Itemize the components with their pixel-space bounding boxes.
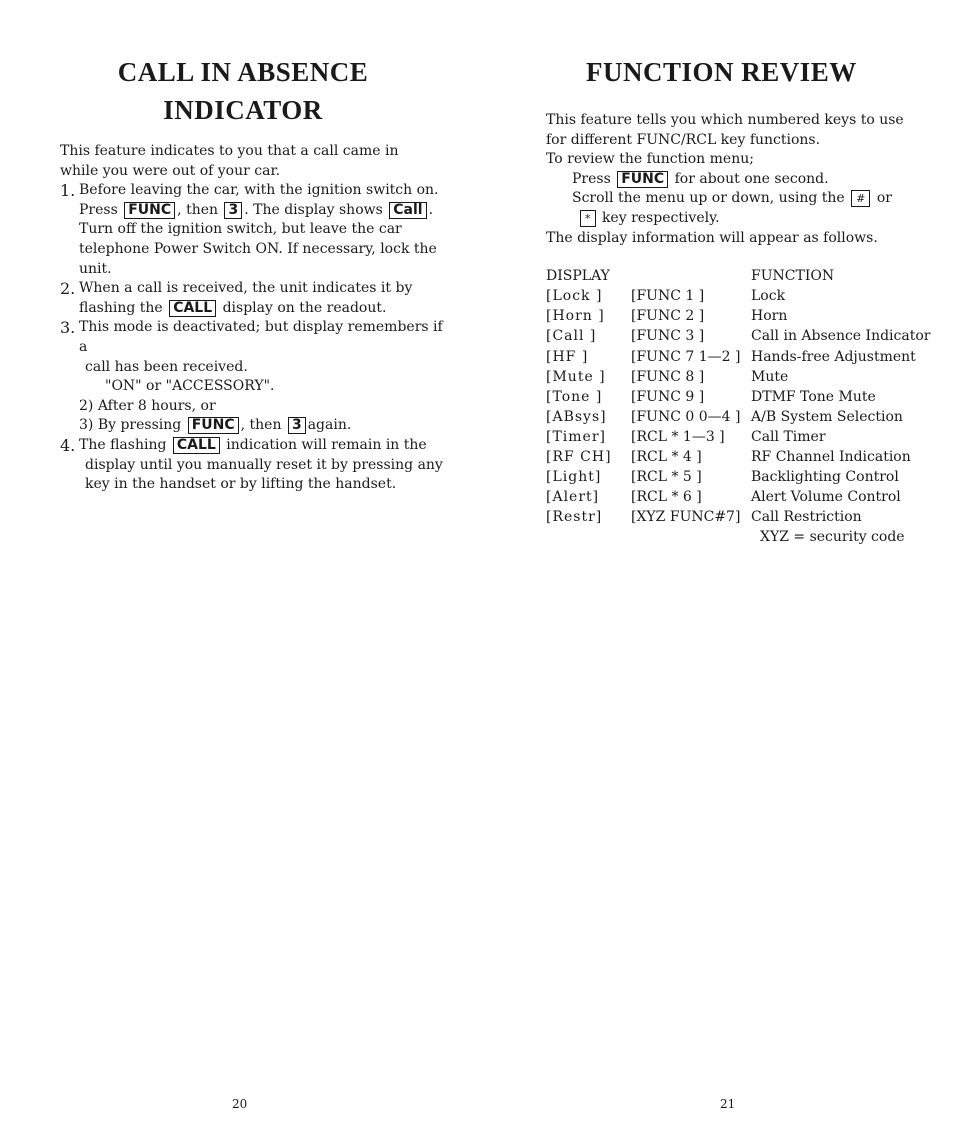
by-pressing-text: 3) By pressing <box>79 417 182 434</box>
step-2-line-2 <box>79 299 412 319</box>
function-cell: DTMF Tone Mute <box>751 388 876 405</box>
or-text: or <box>876 190 892 207</box>
display-cell: [RF CH] <box>546 449 612 465</box>
flashing-the-text: flashing the <box>79 299 163 316</box>
step-1-line-5: unit. <box>79 260 112 277</box>
review-line: To review the function menu; <box>546 151 754 168</box>
function-cell: Backlighting Control <box>751 469 899 486</box>
respectively-text: key respectively. <box>601 209 720 226</box>
keys-cell: [RCL * 4 ] <box>631 449 702 465</box>
hash-key: # <box>851 190 870 207</box>
table-row <box>546 326 931 346</box>
scroll-line <box>546 189 946 209</box>
display-cell: [ABsys] <box>546 408 607 425</box>
table-row <box>546 347 931 367</box>
keys-cell: [FUNC 7 1—2 ] <box>631 348 741 365</box>
step-3-sub-2: 2) After 8 hours, or <box>79 397 216 414</box>
step-3-line-2: call has been received. <box>85 358 248 375</box>
step-4-line-3: key in the handset or by lifting the handset. <box>85 476 397 493</box>
keys-cell: [FUNC 3 ] <box>631 328 705 345</box>
function-rows <box>546 286 931 527</box>
func-key: FUNC <box>188 417 239 434</box>
page-number-left: 20 <box>232 1097 248 1111</box>
again-text: again. <box>307 417 352 434</box>
display-cell: [Restr] <box>546 509 603 526</box>
right-body <box>546 111 946 547</box>
step-3-sub-1: "ON" or "ACCESSORY". <box>105 378 275 395</box>
call-display-key: Call <box>389 202 426 219</box>
step-1 <box>60 181 450 279</box>
keys-cell: [RCL * 5 ] <box>631 469 702 486</box>
step-number: 2. <box>60 279 76 299</box>
keys-cell: [FUNC 9 ] <box>631 388 705 405</box>
call-display-key: CALL <box>173 437 220 454</box>
display-cell: [Timer] <box>546 428 606 445</box>
display-readout-text: display on the readout. <box>222 299 387 316</box>
function-cell: Call Timer <box>751 428 826 445</box>
table-row <box>546 447 931 467</box>
function-cell: Alert Volume Control <box>751 489 901 506</box>
display-cell: [Call ] <box>546 328 597 345</box>
indication-text: indication will remain in the <box>226 436 427 453</box>
table-row <box>546 387 931 407</box>
function-cell: Lock <box>751 288 786 305</box>
display-cell: [HF ] <box>546 348 589 365</box>
right-page <box>546 0 946 1146</box>
security-code-note: XYZ = security code <box>760 529 905 546</box>
table-row <box>546 306 931 326</box>
function-cell: Horn <box>751 308 788 325</box>
step-1-line-4: telephone Power Switch ON. If necessary, lock the <box>79 240 437 257</box>
page-number-right: 21 <box>720 1097 736 1111</box>
star-key: * <box>580 210 596 227</box>
step-number: 4. <box>60 435 76 455</box>
title-line-2: INDICATOR <box>163 95 323 125</box>
keys-cell: [XYZ FUNC#7] <box>631 509 741 526</box>
display-cell: [Light] <box>546 469 602 486</box>
keys-cell: [FUNC 1 ] <box>631 288 705 305</box>
table-row <box>546 427 931 447</box>
intro-line-2: while you were out of your car. <box>60 162 281 179</box>
table-row <box>546 507 931 527</box>
display-cell: [Mute ] <box>546 368 606 385</box>
function-cell: A/B System Selection <box>751 408 903 425</box>
function-review-title: FUNCTION REVIEW <box>586 57 857 87</box>
step-1-line-3: Turn off the ignition switch, but leave the car <box>79 221 402 238</box>
press-text: Press <box>79 201 118 218</box>
key-3: 3 <box>288 417 306 434</box>
func-key: FUNC <box>124 202 175 219</box>
intro-line-2: for different FUNC/RCL key functions. <box>546 131 821 148</box>
display-shows-text: . The display shows <box>244 201 383 218</box>
display-cell: [Alert] <box>546 489 600 506</box>
function-cell: Call Restriction <box>751 509 862 526</box>
keys-cell: [RCL * 6 ] <box>631 489 702 506</box>
step-2-line-1: When a call is received, the unit indicates it by <box>79 280 413 297</box>
step-1-line-1: Before leaving the car, with the ignition switch on. <box>79 182 439 199</box>
keys-cell: [RCL * 1—3 ] <box>631 428 725 445</box>
function-cell: Mute <box>751 368 789 385</box>
display-cell: [Horn ] <box>546 308 605 325</box>
step-3 <box>60 318 450 396</box>
display-cell: [Lock ] <box>546 288 603 305</box>
step-number: 1. <box>60 181 76 201</box>
step-3-line-1: This mode is deactivated; but display remembers if a <box>79 319 443 355</box>
star-key-line <box>546 209 946 229</box>
intro-line-1: This feature tells you which numbered keys to use <box>546 112 904 128</box>
table-header <box>546 266 931 286</box>
col-function-header: FUNCTION <box>751 268 835 285</box>
keys-cell: [FUNC 2 ] <box>631 308 705 325</box>
end-text: . <box>428 201 434 218</box>
function-cell: Hands-free Adjustment <box>751 348 916 365</box>
step-number: 3. <box>60 318 76 338</box>
press-rest-text: for about one second. <box>674 170 829 187</box>
function-cell: Call in Absence Indicator <box>751 328 931 345</box>
table-row <box>546 367 931 387</box>
step-4-line-2: display until you manually reset it by pressing any <box>85 456 443 473</box>
step-1-line-2 <box>79 201 439 221</box>
then-text: , then <box>177 201 219 218</box>
func-key: FUNC <box>617 171 668 188</box>
left-page <box>60 0 450 1146</box>
function-table <box>546 266 931 527</box>
title-line-1: CALL IN ABSENCE <box>117 57 369 87</box>
press-func-line <box>546 170 946 190</box>
intro-line-1: This feature indicates to you that a call came in <box>60 143 399 159</box>
table-row <box>546 407 931 427</box>
function-cell: RF Channel Indication <box>751 449 911 465</box>
press-text: Press <box>572 170 611 187</box>
table-row <box>546 467 931 487</box>
display-info-line: The display information will appear as follows. <box>546 229 878 246</box>
table-row <box>546 286 931 306</box>
keys-cell: [FUNC 8 ] <box>631 368 705 385</box>
the-flashing-text: The flashing <box>79 436 167 453</box>
display-cell: [Tone ] <box>546 388 603 405</box>
keys-cell: [FUNC 0 0—4 ] <box>631 408 741 425</box>
then-text: , then <box>240 417 282 434</box>
step-3-sub-3 <box>60 416 450 436</box>
step-4 <box>60 436 450 495</box>
left-body <box>60 142 450 495</box>
scroll-text: Scroll the menu up or down, using the <box>572 190 845 207</box>
call-in-absence-title <box>60 53 426 129</box>
table-row <box>546 487 931 507</box>
step-4-line-1 <box>79 436 443 456</box>
step-2 <box>60 279 450 318</box>
key-3: 3 <box>224 202 242 219</box>
call-display-key: CALL <box>169 300 216 317</box>
col-display-header: DISPLAY <box>546 268 610 285</box>
